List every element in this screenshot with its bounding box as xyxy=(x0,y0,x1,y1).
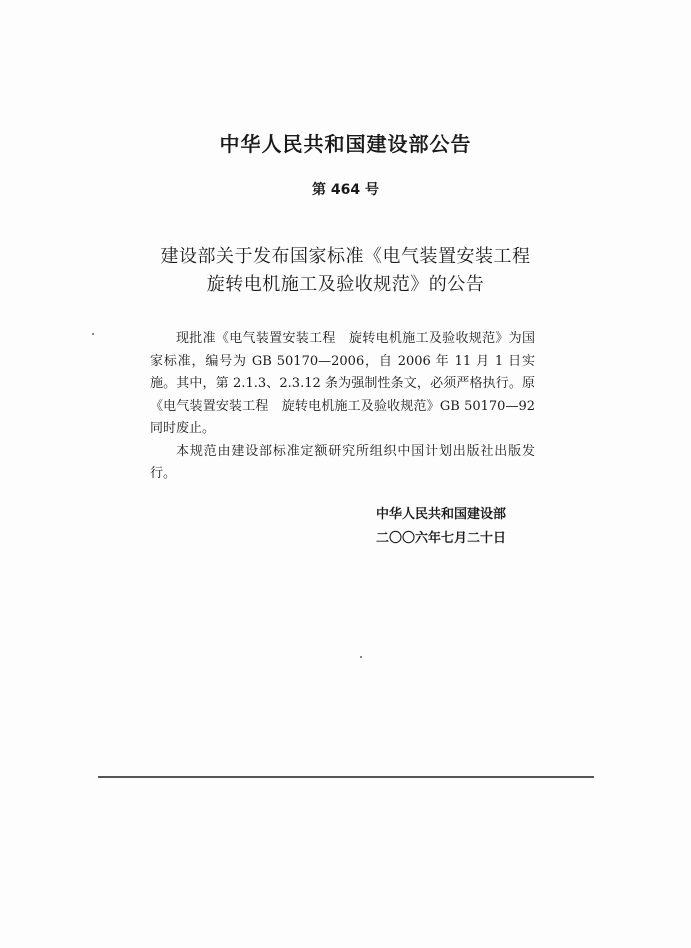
signature-block xyxy=(376,503,506,551)
page-bottom-rule xyxy=(98,776,594,778)
signature-date: 二〇〇六年七月二十日 xyxy=(376,531,507,546)
scan-speck xyxy=(360,656,362,658)
body-paragraph-1: 现批准《电气装置安装工程 旋转电机施工及验收规范》为国家标准，编号为 GB 50170—2006，自 2006 年 11 月 1 日实施。其中，第 2.1.3、2.3.12 条为强制性条文，必须严格执行。原《电气装置安装工程 旋转电机施工及验收规范》GB 50170—92 同时废止。 xyxy=(150,331,535,436)
scan-speck xyxy=(92,333,94,335)
signature-organization: 中华人民共和国建设部 xyxy=(376,507,507,522)
subject-line-2: 旋转电机施工及验收规范》的公告 xyxy=(206,274,485,295)
body-paragraph-2: 本规范由建设部标准定额研究所组织中国计划出版社出版发行。 xyxy=(150,443,535,481)
subject-line-1: 建设部关于发布国家标准《电气装置安装工程 xyxy=(160,246,531,267)
announcement-number: 第 464 号 xyxy=(312,182,379,198)
announcement-body xyxy=(150,328,535,486)
announcement-subject xyxy=(0,243,691,299)
announcement-title: 中华人民共和国建设部公告 xyxy=(219,132,472,156)
